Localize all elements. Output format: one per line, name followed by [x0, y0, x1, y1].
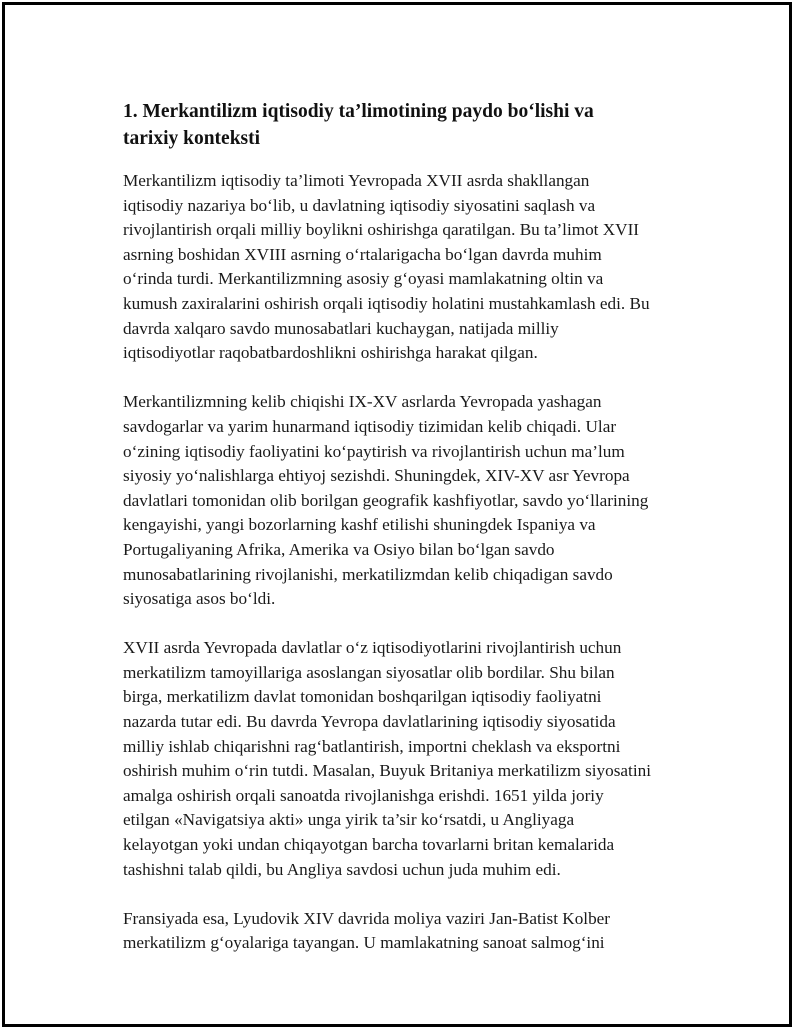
text-line: davrda xalqaro savdo munosabatlari kuchaygan, natijada milliy [123, 318, 559, 338]
text-line: nazarda tutar edi. Bu davrda Yevropa davlatlarining iqtisodiy siyosatida [123, 712, 616, 732]
text-line: Merkantilizm iqtisodiy ta’limoti Yevropada XVII asrda shakllangan [123, 171, 590, 190]
text-line: Merkantilizmning kelib chiqishi IX-XV asrlarda Yevropada yashagan [123, 392, 602, 412]
text-line: iqtisodiyotlar raqobatbardoshlikni oshirishga harakat qilgan. [123, 343, 538, 363]
text-line: oshirish muhim o‘rin tutdi. Masalan, Buyuk Britaniya merkatilizm siyosatini [123, 761, 651, 781]
text-line: amalga oshirish orqali sanoatda rivojlanishga erishdi. 1651 yilda joriy [123, 785, 604, 805]
text-line: XVII asrda Yevropada davlatlar o‘z iqtisodiyotlarini rivojlantirish uchun [123, 638, 622, 658]
text-line: asrning boshidan XVIII asrning o‘rtalarigacha bo‘lgan davrda muhim [123, 244, 602, 264]
document-body [123, 98, 703, 981]
text-line: tashishni talab qildi, bu Angliya savdosi uchun juda muhim edi. [123, 859, 561, 879]
text-line: o‘zining iqtisodiy faoliyatini ko‘paytirish va rivojlantirish uchun ma’lum [123, 441, 625, 461]
text-line: Fransiyada esa, Lyudovik XIV davrida moliya vaziri Jan-Batist Kolber [123, 908, 611, 928]
heading-line: 1. Merkantilizm iqtisodiy ta’limotining paydo bo‘lishi va [123, 101, 594, 122]
paragraph-1 [123, 169, 703, 366]
text-line: rivojlantirish orqali milliy boylikni oshirishga qaratilgan. Bu ta’limot XVII [123, 220, 640, 240]
text-line: etilgan «Navigatsiya akti» unga yirik ta’sir ko‘rsatdi, u Angliyaga [123, 810, 575, 830]
text-line: Portugaliyaning Afrika, Amerika va Osiyo bilan bo‘lgan savdo [123, 539, 555, 559]
document-page [2, 2, 792, 1027]
text-line: milliy ishlab chiqarishni rag‘batlantirish, importni cheklash va eksportni [123, 736, 621, 756]
heading-line: tarixiy konteksti [123, 128, 261, 149]
text-line: birga, merkatilizm davlat tomonidan boshqarilgan iqtisodiy faoliyatni [123, 687, 602, 707]
paragraph-4 [123, 907, 703, 956]
text-line: merkatilizm tamoyillariga asoslangan siyosatlar olib bordilar. Shu bilan [123, 662, 615, 682]
paragraph-3 [123, 636, 703, 882]
text-line: o‘rinda turdi. Merkantilizmning asosiy g‘oyasi mamlakatning oltin va [123, 269, 604, 289]
paragraph-2 [123, 390, 703, 611]
text-line: davlatlari tomonidan olib borilgan geografik kashfiyotlar, savdo yo‘llarining [123, 490, 649, 510]
text-line: kumush zaxiralarini oshirish orqali iqtisodiy holatini mustahkamlash edi. Bu [123, 293, 650, 313]
text-line: iqtisodiy nazariya bo‘lib, u davlatning iqtisodiy siyosatini saqlash va [123, 195, 596, 215]
text-line: siyosiy yo‘nalishlarga ehtiyoj sezishdi. Shuningdek, XIV-XV asr Yevropa [123, 466, 630, 486]
section-heading [123, 98, 703, 152]
text-line: munosabatlarining rivojlanishi, merkatilizmdan kelib chiqadigan savdo [123, 564, 613, 584]
text-line: kengayishi, yangi bozorlarning kashf etilishi shuningdek Ispaniya va [123, 515, 596, 535]
text-line: savdogarlar va yarim hunarmand iqtisodiy tizimidan kelib chiqadi. Ular [123, 416, 617, 436]
text-line: siyosatiga asos bo‘ldi. [123, 589, 276, 609]
text-line: kelayotgan yoki undan chiqayotgan barcha tovarlarni britan kemalarida [123, 835, 615, 855]
text-line: merkatilizm g‘oyalariga tayangan. U mamlakatning sanoat salmog‘ini [123, 933, 605, 953]
